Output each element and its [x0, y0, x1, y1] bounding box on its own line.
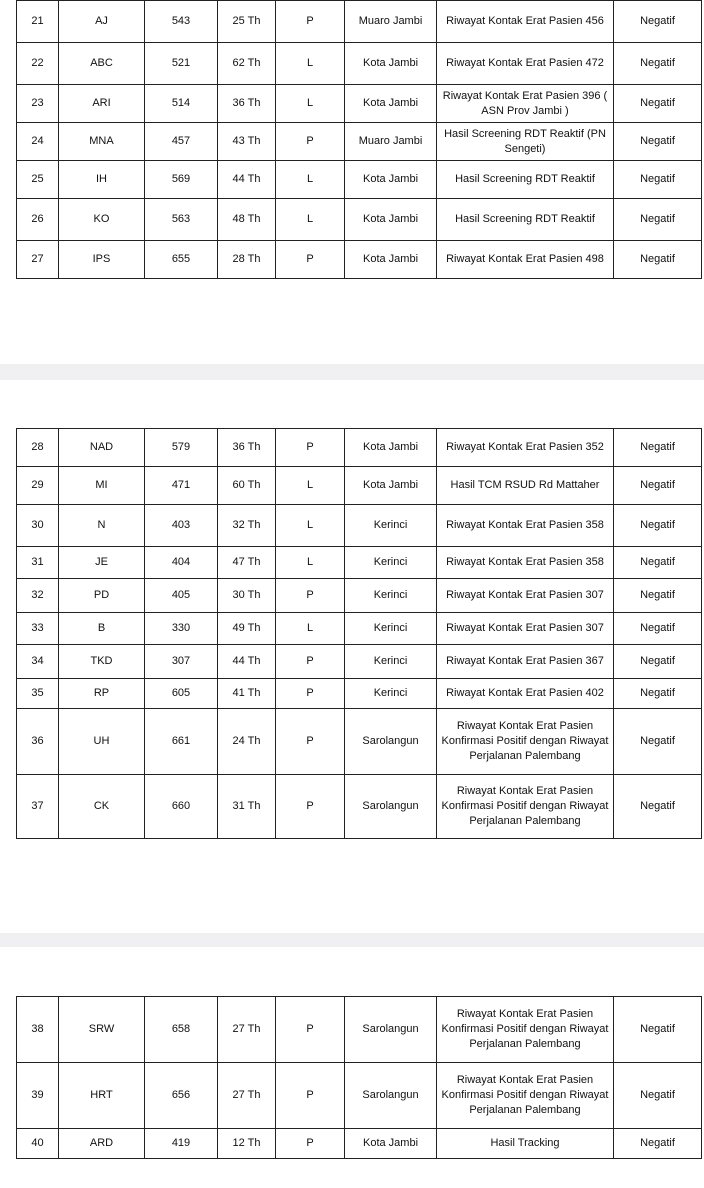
row-number-cell: 39	[17, 1063, 59, 1129]
history-cell: Riwayat Kontak Erat Pasien 456	[437, 1, 614, 43]
age-cell: 41 Th	[218, 679, 276, 709]
age-cell: 44 Th	[218, 645, 276, 679]
patient-table-2	[16, 428, 702, 839]
case-number-cell: 404	[145, 547, 218, 579]
patient-initial-cell: SRW	[59, 997, 145, 1063]
case-number-cell: 605	[145, 679, 218, 709]
result-cell: Negatif	[614, 123, 702, 161]
age-cell: 60 Th	[218, 467, 276, 505]
row-number-cell: 37	[17, 775, 59, 839]
region-cell: Muaro Jambi	[345, 1, 437, 43]
history-cell: Riwayat Kontak Erat Pasien 402	[437, 679, 614, 709]
table-row	[17, 1, 702, 43]
row-number-cell: 40	[17, 1129, 59, 1159]
case-number-cell: 656	[145, 1063, 218, 1129]
region-cell: Sarolangun	[345, 997, 437, 1063]
table-row	[17, 645, 702, 679]
region-cell: Sarolangun	[345, 709, 437, 775]
region-cell: Kota Jambi	[345, 241, 437, 279]
region-cell: Kerinci	[345, 505, 437, 547]
row-number-cell: 34	[17, 645, 59, 679]
patient-initial-cell: RP	[59, 679, 145, 709]
region-cell: Sarolangun	[345, 1063, 437, 1129]
patient-initial-cell: JE	[59, 547, 145, 579]
table-row	[17, 775, 702, 839]
sex-cell: P	[276, 241, 345, 279]
table-row	[17, 613, 702, 645]
history-cell: Riwayat Kontak Erat Pasien 367	[437, 645, 614, 679]
sex-cell: L	[276, 505, 345, 547]
sex-cell: P	[276, 1129, 345, 1159]
age-cell: 31 Th	[218, 775, 276, 839]
result-cell: Negatif	[614, 505, 702, 547]
row-number-cell: 21	[17, 1, 59, 43]
case-number-cell: 471	[145, 467, 218, 505]
age-cell: 44 Th	[218, 161, 276, 199]
region-cell: Kota Jambi	[345, 1129, 437, 1159]
patient-initial-cell: AJ	[59, 1, 145, 43]
history-cell: Riwayat Kontak Erat Pasien 396 ( ASN Prov Jambi )	[437, 85, 614, 123]
age-cell: 27 Th	[218, 997, 276, 1063]
patient-initial-cell: B	[59, 613, 145, 645]
region-cell: Kota Jambi	[345, 85, 437, 123]
case-number-cell: 514	[145, 85, 218, 123]
page-gap	[0, 933, 704, 947]
row-number-cell: 29	[17, 467, 59, 505]
result-cell: Negatif	[614, 43, 702, 85]
case-number-cell: 330	[145, 613, 218, 645]
case-number-cell: 569	[145, 161, 218, 199]
result-cell: Negatif	[614, 547, 702, 579]
history-cell: Riwayat Kontak Erat Pasien 307	[437, 579, 614, 613]
row-number-cell: 27	[17, 241, 59, 279]
age-cell: 62 Th	[218, 43, 276, 85]
result-cell: Negatif	[614, 997, 702, 1063]
history-cell: Riwayat Kontak Erat Pasien 352	[437, 429, 614, 467]
age-cell: 49 Th	[218, 613, 276, 645]
sex-cell: P	[276, 645, 345, 679]
history-cell: Hasil Tracking	[437, 1129, 614, 1159]
row-number-cell: 26	[17, 199, 59, 241]
row-number-cell: 31	[17, 547, 59, 579]
table-row	[17, 429, 702, 467]
row-number-cell: 25	[17, 161, 59, 199]
history-cell: Riwayat Kontak Erat Pasien 498	[437, 241, 614, 279]
row-number-cell: 28	[17, 429, 59, 467]
sex-cell: L	[276, 43, 345, 85]
result-cell: Negatif	[614, 429, 702, 467]
table-row	[17, 241, 702, 279]
age-cell: 25 Th	[218, 1, 276, 43]
sex-cell: L	[276, 613, 345, 645]
case-number-cell: 405	[145, 579, 218, 613]
case-number-cell: 658	[145, 997, 218, 1063]
patient-initial-cell: PD	[59, 579, 145, 613]
patient-initial-cell: IPS	[59, 241, 145, 279]
history-cell: Riwayat Kontak Erat Pasien 358	[437, 505, 614, 547]
result-cell: Negatif	[614, 645, 702, 679]
patient-initial-cell: ARD	[59, 1129, 145, 1159]
patient-initial-cell: HRT	[59, 1063, 145, 1129]
patient-initial-cell: MNA	[59, 123, 145, 161]
patient-initial-cell: ABC	[59, 43, 145, 85]
row-number-cell: 23	[17, 85, 59, 123]
result-cell: Negatif	[614, 85, 702, 123]
sex-cell: L	[276, 467, 345, 505]
history-cell: Riwayat Kontak Erat Pasien Konfirmasi Positif dengan Riwayat Perjalanan Palembang	[437, 997, 614, 1063]
table-row	[17, 199, 702, 241]
row-number-cell: 33	[17, 613, 59, 645]
case-number-cell: 655	[145, 241, 218, 279]
sex-cell: L	[276, 161, 345, 199]
patient-initial-cell: NAD	[59, 429, 145, 467]
table-row	[17, 467, 702, 505]
result-cell: Negatif	[614, 679, 702, 709]
patient-initial-cell: ARI	[59, 85, 145, 123]
history-cell: Hasil TCM RSUD Rd Mattaher	[437, 467, 614, 505]
age-cell: 47 Th	[218, 547, 276, 579]
patient-initial-cell: KO	[59, 199, 145, 241]
row-number-cell: 32	[17, 579, 59, 613]
result-cell: Negatif	[614, 613, 702, 645]
row-number-cell: 22	[17, 43, 59, 85]
history-cell: Riwayat Kontak Erat Pasien Konfirmasi Positif dengan Riwayat Perjalanan Palembang	[437, 1063, 614, 1129]
result-cell: Negatif	[614, 199, 702, 241]
age-cell: 48 Th	[218, 199, 276, 241]
history-cell: Hasil Screening RDT Reaktif	[437, 161, 614, 199]
sex-cell: P	[276, 579, 345, 613]
row-number-cell: 35	[17, 679, 59, 709]
history-cell: Riwayat Kontak Erat Pasien Konfirmasi Positif dengan Riwayat Perjalanan Palembang	[437, 709, 614, 775]
table-row	[17, 547, 702, 579]
result-cell: Negatif	[614, 1129, 702, 1159]
result-cell: Negatif	[614, 579, 702, 613]
result-cell: Negatif	[614, 1063, 702, 1129]
age-cell: 36 Th	[218, 85, 276, 123]
patient-initial-cell: TKD	[59, 645, 145, 679]
result-cell: Negatif	[614, 241, 702, 279]
region-cell: Kerinci	[345, 645, 437, 679]
region-cell: Muaro Jambi	[345, 123, 437, 161]
sex-cell: P	[276, 1, 345, 43]
age-cell: 36 Th	[218, 429, 276, 467]
result-cell: Negatif	[614, 709, 702, 775]
age-cell: 24 Th	[218, 709, 276, 775]
age-cell: 28 Th	[218, 241, 276, 279]
history-cell: Hasil Screening RDT Reaktif	[437, 199, 614, 241]
region-cell: Kota Jambi	[345, 43, 437, 85]
table-row	[17, 679, 702, 709]
history-cell: Riwayat Kontak Erat Pasien Konfirmasi Positif dengan Riwayat Perjalanan Palembang	[437, 775, 614, 839]
age-cell: 32 Th	[218, 505, 276, 547]
table-row	[17, 579, 702, 613]
sex-cell: L	[276, 199, 345, 241]
sex-cell: P	[276, 1063, 345, 1129]
case-number-cell: 660	[145, 775, 218, 839]
history-cell: Riwayat Kontak Erat Pasien 307	[437, 613, 614, 645]
table-row	[17, 505, 702, 547]
sex-cell: P	[276, 429, 345, 467]
table-row	[17, 1063, 702, 1129]
sex-cell: P	[276, 679, 345, 709]
case-number-cell: 307	[145, 645, 218, 679]
history-cell: Riwayat Kontak Erat Pasien 472	[437, 43, 614, 85]
row-number-cell: 38	[17, 997, 59, 1063]
case-number-cell: 521	[145, 43, 218, 85]
patient-table-1	[16, 0, 702, 279]
sex-cell: P	[276, 775, 345, 839]
table-row	[17, 43, 702, 85]
table-row	[17, 709, 702, 775]
patient-table-3	[16, 996, 702, 1159]
history-cell: Riwayat Kontak Erat Pasien 358	[437, 547, 614, 579]
table-row	[17, 1129, 702, 1159]
patient-initial-cell: N	[59, 505, 145, 547]
case-number-cell: 403	[145, 505, 218, 547]
result-cell: Negatif	[614, 161, 702, 199]
row-number-cell: 36	[17, 709, 59, 775]
patient-initial-cell: MI	[59, 467, 145, 505]
age-cell: 12 Th	[218, 1129, 276, 1159]
patient-initial-cell: IH	[59, 161, 145, 199]
age-cell: 27 Th	[218, 1063, 276, 1129]
region-cell: Kota Jambi	[345, 429, 437, 467]
region-cell: Kota Jambi	[345, 467, 437, 505]
table-row	[17, 997, 702, 1063]
case-number-cell: 661	[145, 709, 218, 775]
sex-cell: P	[276, 997, 345, 1063]
patient-initial-cell: UH	[59, 709, 145, 775]
region-cell: Kerinci	[345, 679, 437, 709]
row-number-cell: 24	[17, 123, 59, 161]
region-cell: Kota Jambi	[345, 161, 437, 199]
result-cell: Negatif	[614, 467, 702, 505]
region-cell: Kerinci	[345, 547, 437, 579]
table-row	[17, 123, 702, 161]
result-cell: Negatif	[614, 775, 702, 839]
table-row	[17, 85, 702, 123]
row-number-cell: 30	[17, 505, 59, 547]
case-number-cell: 579	[145, 429, 218, 467]
patient-initial-cell: CK	[59, 775, 145, 839]
sex-cell: L	[276, 547, 345, 579]
age-cell: 30 Th	[218, 579, 276, 613]
history-cell: Hasil Screening RDT Reaktif (PN Sengeti)	[437, 123, 614, 161]
case-number-cell: 457	[145, 123, 218, 161]
sex-cell: L	[276, 85, 345, 123]
case-number-cell: 543	[145, 1, 218, 43]
case-number-cell: 419	[145, 1129, 218, 1159]
age-cell: 43 Th	[218, 123, 276, 161]
page-gap	[0, 364, 704, 380]
region-cell: Kota Jambi	[345, 199, 437, 241]
result-cell: Negatif	[614, 1, 702, 43]
region-cell: Sarolangun	[345, 775, 437, 839]
sex-cell: P	[276, 709, 345, 775]
case-number-cell: 563	[145, 199, 218, 241]
region-cell: Kerinci	[345, 613, 437, 645]
sex-cell: P	[276, 123, 345, 161]
region-cell: Kerinci	[345, 579, 437, 613]
table-row	[17, 161, 702, 199]
